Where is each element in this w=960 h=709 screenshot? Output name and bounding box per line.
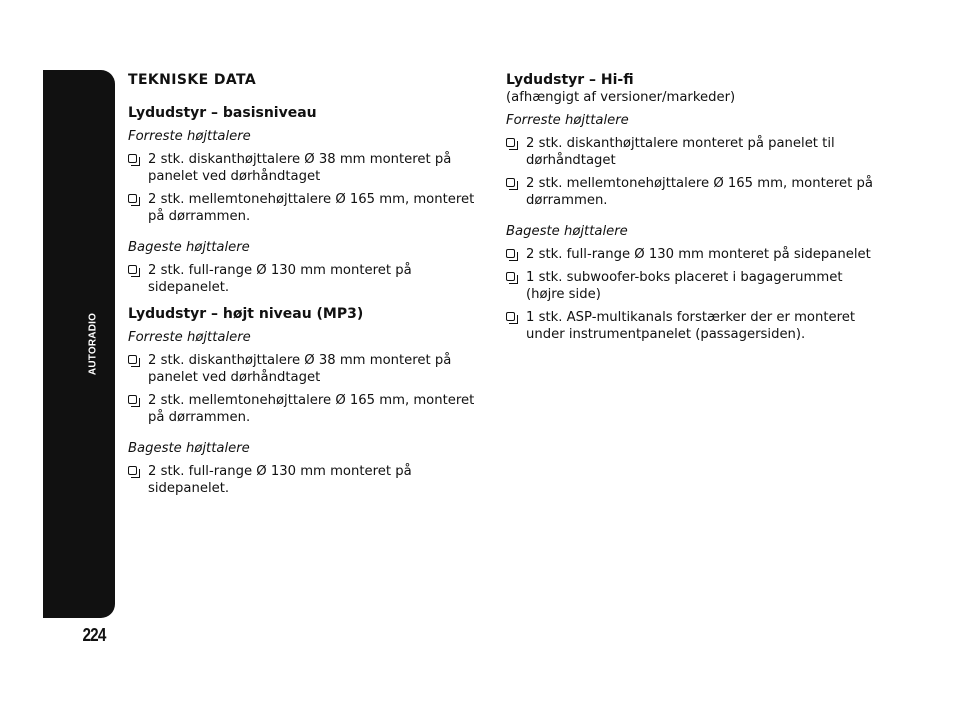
checkbox-bullet-icon <box>128 194 137 203</box>
list-item <box>506 309 876 343</box>
basic-front-label: Forreste højttalere <box>128 129 251 144</box>
checkbox-bullet-icon <box>506 249 515 258</box>
list-item-text: 2 stk. mellemtonehøjttalere Ø 165 mm, monteret på dørrammen. <box>526 176 873 208</box>
page-number: 224 <box>82 625 106 645</box>
list-item <box>506 269 876 303</box>
list-item-text: 1 stk. subwoofer-boks placeret i bagagerummet (højre side) <box>526 270 843 302</box>
list-item-text: 2 stk. diskanthøjttalere Ø 38 mm monteret på panelet ved dørhåndtaget <box>148 152 452 184</box>
left-column <box>128 72 490 503</box>
checkbox-bullet-icon <box>506 272 515 281</box>
page-title: TEKNISKE DATA <box>128 72 257 88</box>
checkbox-bullet-icon <box>128 395 137 404</box>
list-item <box>128 463 490 497</box>
list-item-text: 2 stk. full-range Ø 130 mm monteret på sidepanelet. <box>148 263 412 295</box>
checkbox-bullet-icon <box>506 178 515 187</box>
high-rear-label: Bageste højttalere <box>128 441 250 456</box>
list-item-text: 2 stk. mellemtonehøjttalere Ø 165 mm, monteret på dørrammen. <box>148 192 475 224</box>
section-label: AUTORADIO <box>87 312 99 376</box>
list-item <box>128 191 490 225</box>
list-item <box>506 135 876 169</box>
list-item-text: 2 stk. full-range Ø 130 mm monteret på sidepanelet <box>526 247 871 262</box>
list-item <box>128 262 490 296</box>
list-item-text: 2 stk. diskanthøjttalere Ø 38 mm monteret på panelet ved dørhåndtaget <box>148 353 452 385</box>
list-item-text: 2 stk. mellemtonehøjttalere Ø 165 mm, monteret på dørrammen. <box>148 393 475 425</box>
basic-rear-label: Bageste højttalere <box>128 240 250 255</box>
list-item <box>128 352 490 386</box>
hifi-audio-heading: Lydudstyr – Hi-fi <box>506 72 634 88</box>
checkbox-bullet-icon <box>506 138 515 147</box>
list-item-text: 1 stk. ASP-multikanals forstærker der er monteret under instrumentpanelet (passagersiden). <box>526 310 856 342</box>
list-item <box>128 151 490 185</box>
right-column <box>506 72 876 349</box>
list-item <box>128 392 490 426</box>
high-audio-heading: Lydudstyr – højt niveau (MP3) <box>128 306 364 322</box>
checkbox-bullet-icon <box>128 265 137 274</box>
list-item <box>506 175 876 209</box>
checkbox-bullet-icon <box>128 355 137 364</box>
list-item-text: 2 stk. diskanthøjttalere monteret på panelet til dørhåndtaget <box>526 136 835 168</box>
hifi-subheading: (afhængigt af versioner/markeder) <box>506 90 736 105</box>
high-front-label: Forreste højttalere <box>128 330 251 345</box>
hifi-front-label: Forreste højttalere <box>506 113 629 128</box>
section-tab <box>43 70 115 618</box>
checkbox-bullet-icon <box>506 312 515 321</box>
hifi-rear-label: Bageste højttalere <box>506 224 628 239</box>
list-item <box>506 246 876 263</box>
checkbox-bullet-icon <box>128 154 137 163</box>
basic-audio-heading: Lydudstyr – basisniveau <box>128 105 317 121</box>
list-item-text: 2 stk. full-range Ø 130 mm monteret på sidepanelet. <box>148 464 412 496</box>
checkbox-bullet-icon <box>128 466 137 475</box>
